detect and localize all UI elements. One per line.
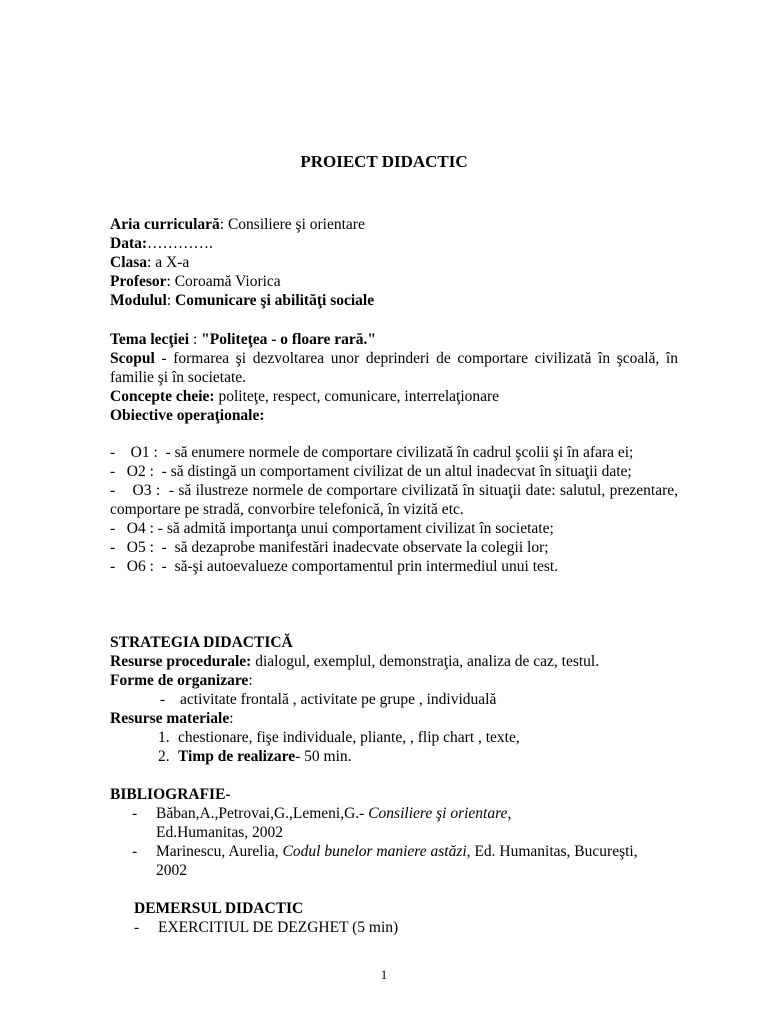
concepte-line: Concepte cheie: politeţe, respect, comunicare, interrelaţionare (110, 388, 500, 405)
bibliography-section (110, 785, 678, 880)
data-line: Data:…………. (110, 235, 213, 252)
resurse-procedurale-line: Resurse procedurale: dialogul, exemplul, demonstraţia, analiza de caz, testul. (110, 653, 600, 670)
objective-item: - O3 : - să ilustreze normele de comportare civilizată în situaţii date: salutul, prezentare, comportare pe stradă, convorbire telefonică, în vizită etc. (110, 482, 682, 518)
demers-section (134, 899, 702, 937)
clasa-line: Clasa: a X-a (110, 254, 190, 271)
document-title: PROIECT DIDACTIC (300, 152, 468, 171)
bibliography-heading: BIBLIOGRAFIE- (110, 786, 231, 803)
header-info (110, 215, 678, 310)
objective-item: - O6 : - să-şi autoevalueze comportamentul prin intermediul unui test. (110, 558, 559, 575)
resurse-list-item: 1. chestionare, fişe individuale, pliante, , flip chart , texte, (158, 729, 520, 746)
forme-item: - activitate frontală , activitate pe grupe , individuală (160, 691, 497, 708)
resurse-list-item: 2. Timp de realizare- 50 min. (158, 748, 352, 765)
profesor-line: Profesor: Coroamă Viorica (110, 273, 281, 290)
lesson-info (110, 330, 678, 425)
page-number: 1 (380, 967, 388, 982)
bibliography-item: - Marinescu, Aurelia, Codul bunelor maniere astăzi, Ed. Humanitas, Bucureşti, 2002 (132, 843, 638, 879)
strategy-heading: STRATEGIA DIDACTICĂ (110, 634, 293, 651)
obiective-heading: Obiective operaţionale: (110, 407, 265, 424)
bibliography-item: - Băban,A.,Petrovai,G.,Lemeni,G.- Consiliere şi orientare, Ed.Humanitas, 2002 (132, 805, 512, 841)
strategy-section (110, 633, 678, 766)
forme-line: Forme de organizare: (110, 672, 253, 689)
aria-line: Aria curriculară: Consiliere şi orientare (110, 216, 365, 233)
scopul-paragraph: Scopul - formarea şi dezvoltarea unor deprinderi de comportare civilizată în şcoală, în familie şi în societate. (110, 350, 678, 386)
demers-item: - EXERCITIUL DE DEZGHET (5 min) (134, 919, 399, 936)
modulul-line: Modulul: Comunicare şi abilităţi sociale (110, 292, 375, 309)
demers-heading: DEMERSUL DIDACTIC (134, 900, 304, 917)
objectives-list (110, 443, 682, 576)
resurse-materiale-line: Resurse materiale: (110, 710, 234, 727)
tema-line: Tema lecţiei : "Politeţea - o floare rară." (110, 331, 376, 348)
objective-item: - O5 : - să dezaprobe manifestări inadecvate observate la colegii lor; (110, 539, 549, 556)
objective-item: - O1 : - să enumere normele de comportare civilizată în cadrul şcolii şi în afara ei; (110, 444, 634, 461)
objective-item: - O2 : - să distingă un comportament civilizat de un altul inadecvat în situaţii date; (110, 463, 632, 480)
objective-item: - O4 : - să admită importanţa unui comportament civilizat în societate; (110, 520, 554, 537)
